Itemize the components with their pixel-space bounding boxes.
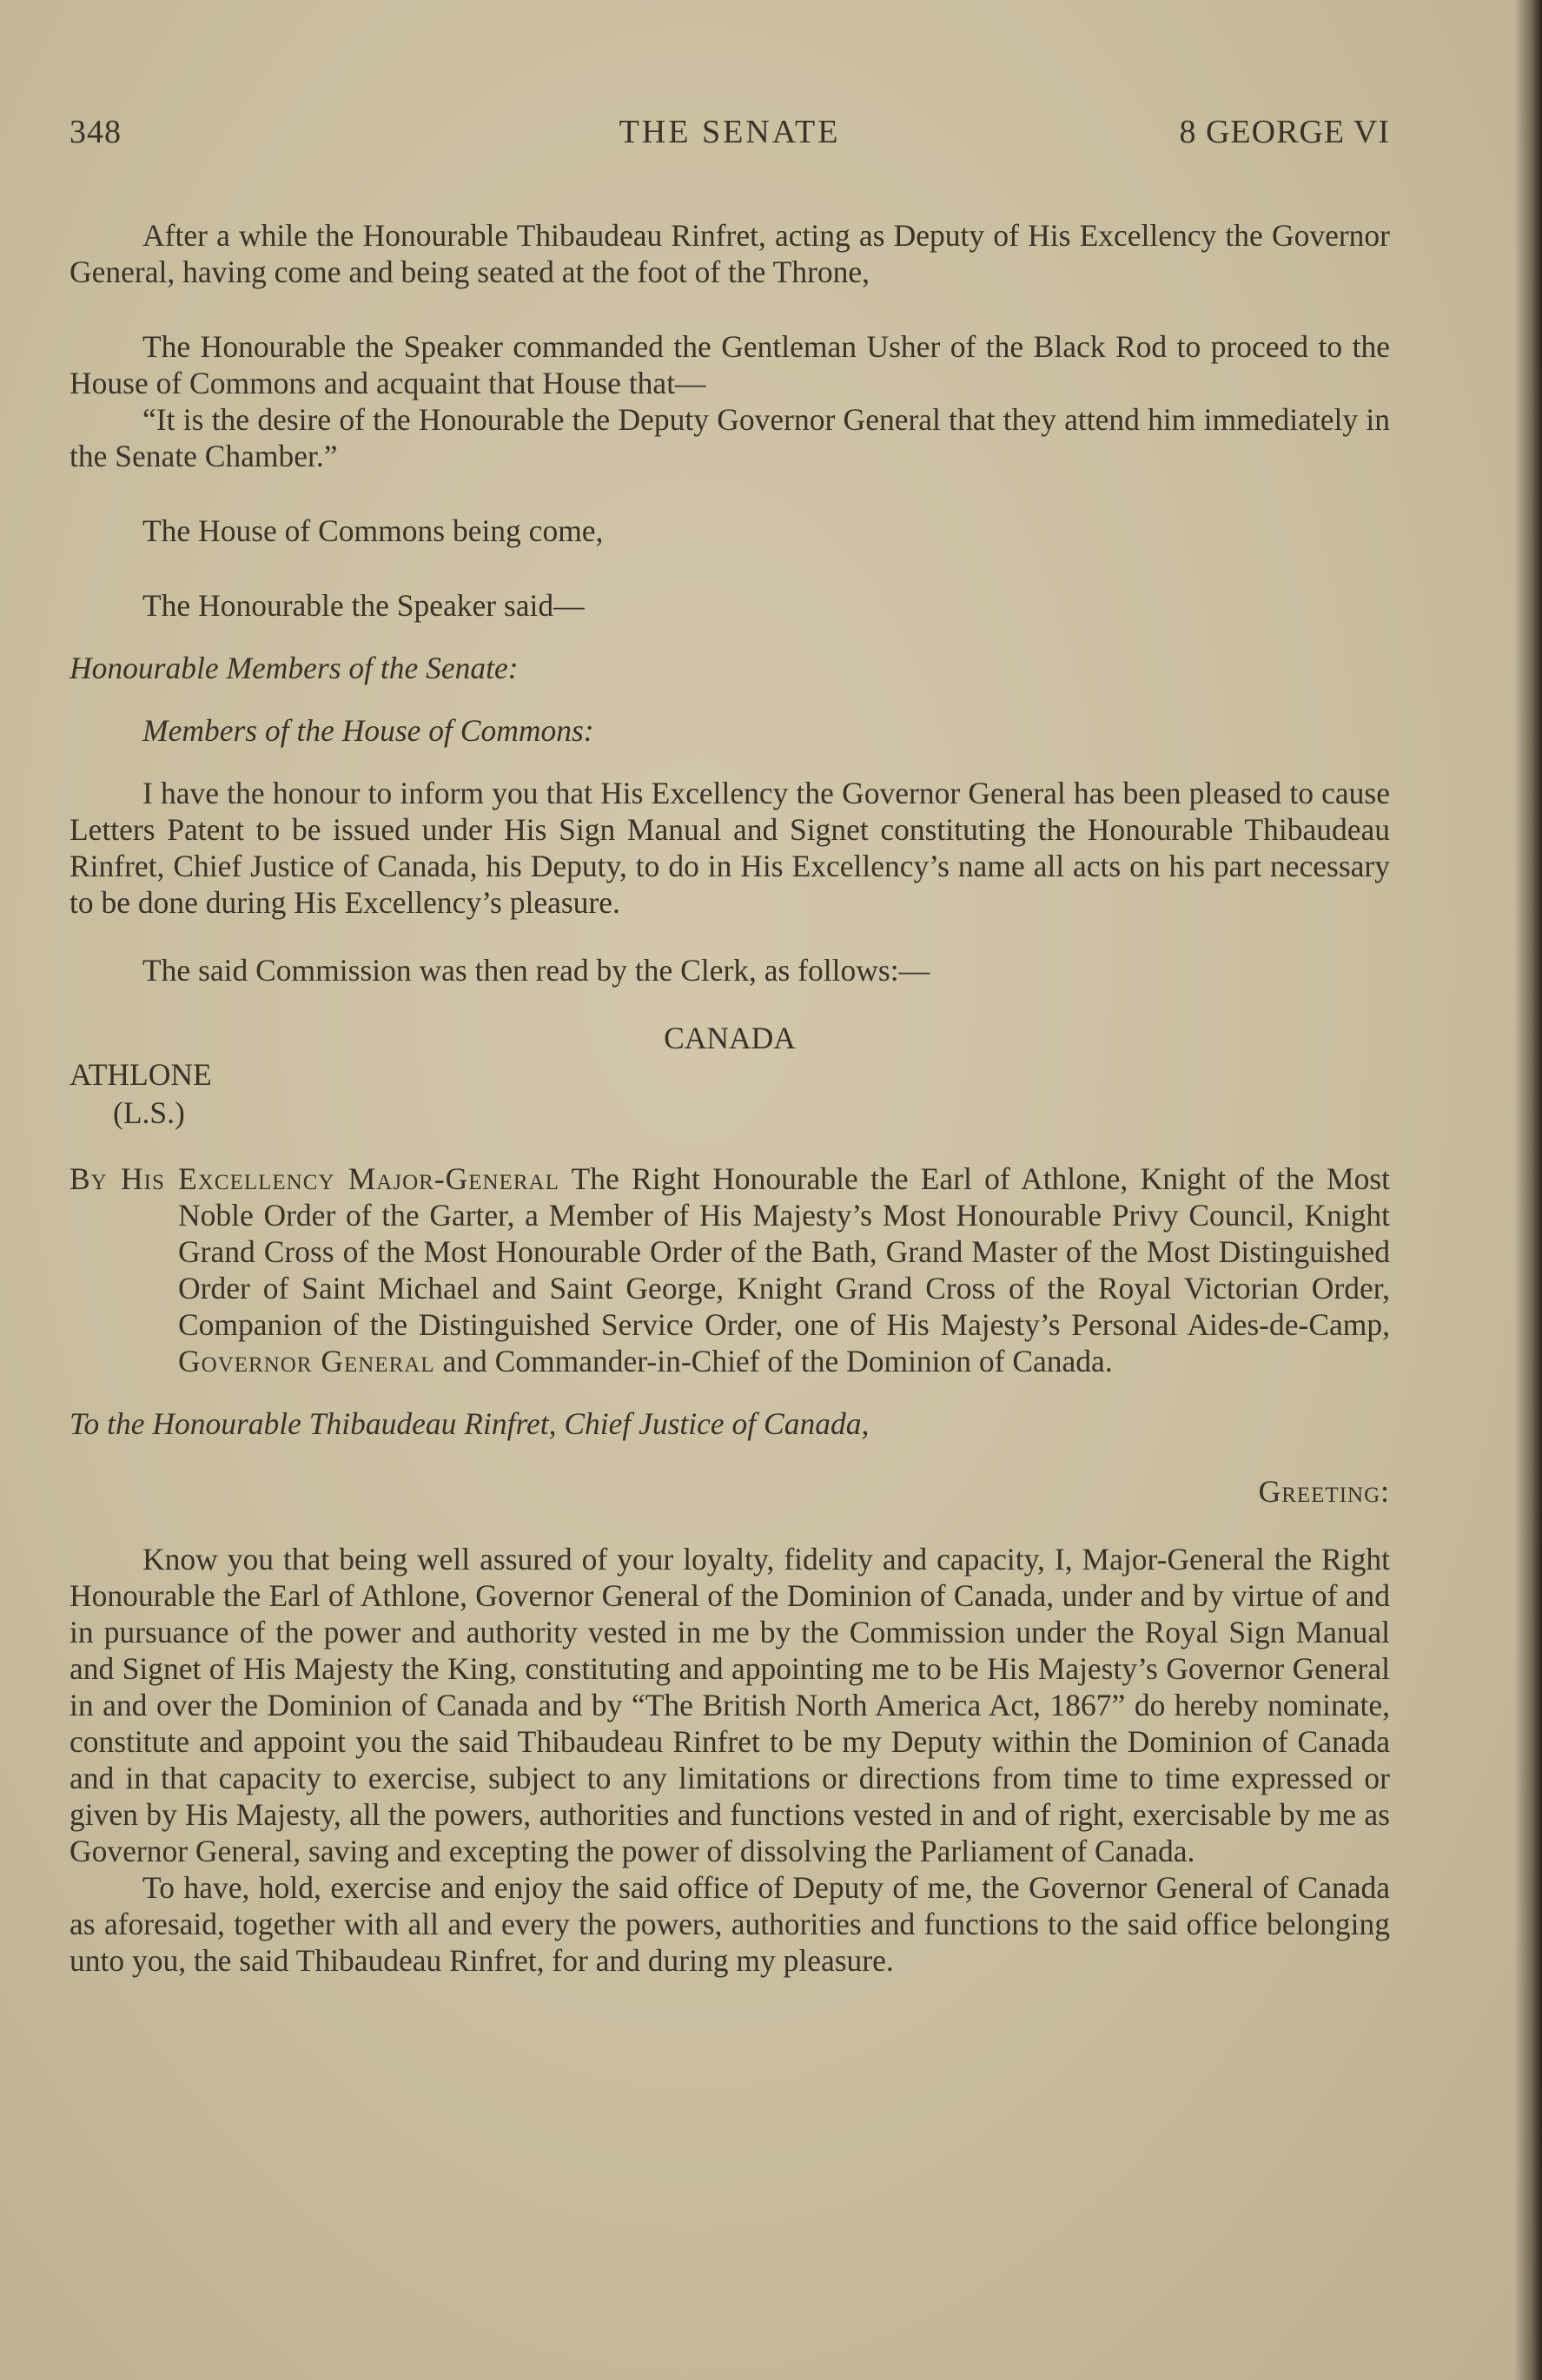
- paragraph-letters-patent: I have the honour to inform you that His Excellency the Governor General has been pleased to cause Letters Patent to be issued under His Sign Manual and Signet constituting the Honourable Thibaudeau Rinfret, Chief Justice of Canada, his Deputy, to do in His Excellency’s name all acts on his part necessary to be done during His Excellency’s pleasure.: [69, 776, 1390, 920]
- paragraph-speaker-said: The Honourable the Speaker said—: [142, 588, 585, 623]
- commission-heading: CANADA: [664, 1021, 796, 1055]
- page-edge-shadow: [1514, 0, 1542, 2380]
- paragraph-black-rod: The Honourable the Speaker commanded the Gentleman Usher of the Black Rod to proceed to the House of Commons and acquaint that House that—: [69, 329, 1390, 400]
- paragraph-commission-read: The said Commission was then read by the Clerk, as follows:—: [142, 953, 930, 988]
- paragraph-desire-quote: “It is the desire of the Honourable the Deputy Governor General that they attend him immediately in the Senate Chamber.”: [69, 402, 1390, 473]
- commission-style-paragraph: [69, 1160, 1390, 1379]
- signature-block: [69, 1056, 1390, 1134]
- paragraph-deputy-seated: After a while the Honourable Thibaudeau Rinfret, acting as Deputy of His Excellency the Governor General, having come and being seated at the foot of the Throne,: [69, 218, 1390, 289]
- paragraph-commons-come: The House of Commons being come,: [142, 513, 604, 548]
- commission-titles-end: and Commander-in-Chief of the Dominion of Canada.: [434, 1344, 1113, 1378]
- page-body: [69, 217, 1390, 1979]
- office-governor-general: Governor General: [178, 1344, 435, 1378]
- address-senate: Honourable Members of the Senate:: [69, 651, 519, 685]
- running-title: THE SENATE: [619, 114, 841, 150]
- commission-titles: The Right Honourable the Earl of Athlone, Knight of the Most Noble Order of the Garter, a Member of His Majesty’s Most Honourable Privy Council, Knight Grand Cross of the Most Honourable Order of the Bath, Grand Master of the Most Distinguished Order of Saint Michael and Saint George, Knight Grand Cross of the Royal Victorian Order, Companion of the Distinguished Service Order, one of His Majesty’s Personal Aides-de-Camp,: [178, 1161, 1390, 1342]
- running-header: [69, 113, 1390, 156]
- signer-name: ATHLONE: [69, 1057, 212, 1092]
- regnal-year: 8 GEORGE VI: [1179, 114, 1390, 150]
- address-commons: Members of the House of Commons:: [142, 713, 594, 748]
- commission-addressee: To the Honourable Thibaudeau Rinfret, Chief Justice of Canada,: [69, 1406, 870, 1441]
- page-number: 348: [69, 114, 122, 150]
- by-his-excellency: By His Excellency Major-General: [69, 1161, 559, 1196]
- seal-mark: (L.S.): [113, 1095, 185, 1130]
- greeting: Greeting:: [1258, 1474, 1390, 1509]
- commission-body-tenure: To have, hold, exercise and enjoy the said office of Deputy of me, the Governor General of Canada as aforesaid, together with all and every the powers, authorities and functions to the said office belonging unto you, the said Thibaudeau Rinfret, for and during my pleasure.: [69, 1870, 1390, 1978]
- commission-body-appointment: Know you that being well assured of your loyalty, fidelity and capacity, I, Major-General the Right Honourable the Earl of Athlone, Governor General of the Dominion of Canada, under and by virtue of and in pursuance of the power and authority vested in me by the Commission under the Royal Sign Manual and Signet of His Majesty the King, constituting and appointing me to be His Majesty’s Governor General in and over the Dominion of Canada and by “The British North America Act, 1867” do hereby nominate, constitute and appoint you the said Thibaudeau Rinfret to be my Deputy within the Dominion of Canada and in that capacity to exercise, subject to any limitations or directions from time to time expressed or given by His Majesty, all the powers, authorities and functions vested in and of right, exercisable by me as Governor General, saving and excepting the power of dissolving the Parliament of Canada.: [69, 1542, 1390, 1868]
